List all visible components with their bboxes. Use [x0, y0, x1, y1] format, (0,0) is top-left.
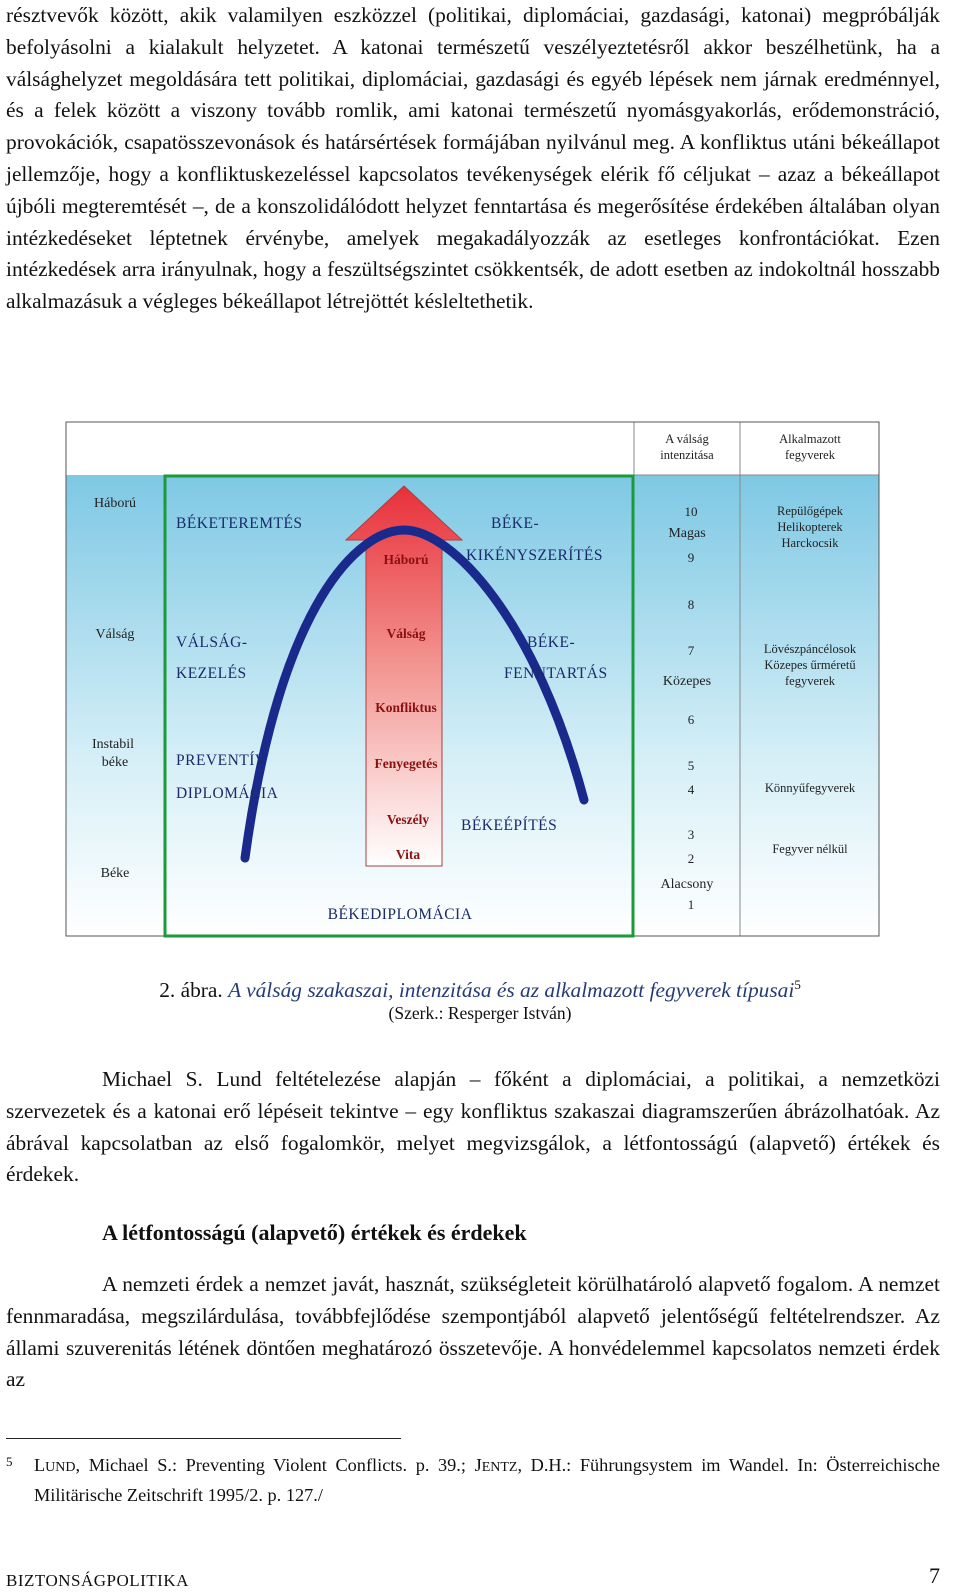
intensity-2: 2: [687, 851, 695, 866]
intensity-4: 4: [687, 782, 695, 797]
footnote-text1: , Michael S.: Preventing Violent Conflicts. p. 39.;: [75, 1455, 475, 1475]
phase-peacekeeping-l1: BÉKE-: [527, 634, 576, 651]
weapons-heavy-l1: Repülőgépek: [777, 504, 843, 518]
intensity-10: 10: [684, 504, 698, 519]
stage-conflict: Konfliktus: [375, 700, 437, 715]
intensity-1: 1: [687, 897, 695, 912]
weapons-medium-l2: Közepes űrméretű: [764, 658, 856, 672]
phase-enforcement-l1: BÉKE-: [491, 515, 540, 532]
intensity-5: 5: [687, 758, 695, 773]
footer-journal: BIZTONSÁGPOLITIKA: [6, 1571, 189, 1590]
intensity-8: 8: [687, 597, 695, 612]
phase-crisis-mgmt-l2: KEZELÉS: [176, 665, 247, 682]
page-number: 7: [929, 1563, 940, 1588]
crisis-phases-figure: [0, 410, 960, 970]
body-paragraph-intro: résztvevők között, akik valamilyen eszközzel (politikai, diplomáciai, gazdasági, katonai) megpróbálják befolyásolni a kialakult helyzetet. A katonai természetű veszélyeztetésről akkor beszélhetünk, ha a válsághelyzet megoldására tett politikai, diplomáciai, gazdasági és egyéb lépések nem járnak eredménnyel, és a felek között a viszony tovább romlik, ami katonai természetű nyomásgyakorlás, erődemonstráció, provokációk, csapatösszevonások és határsértések formájában nyilvánul meg. A konfliktus utáni békeállapot jellemzője, hogy a konfliktuskezeléssel kapcsolatos tevékenységek elérik fő céljukat – azaz a békeállapot újbóli megteremtését –, de a konszolidálódott helyzet fenntartása és megerősítése érdekében általában olyan intézkedéseket léptetnek érvénybe, amelyek megakadályozzák az esetleges konfrontációkat. Ezen intézkedések arra irányulnak, hogy a feszültségszintet csökkentsék, de adott esetben az indokoltnál hosszabb alkalmazásuk a végleges békeállapot létrejöttét késleltethetik.: [6, 3, 940, 314]
section-heading: A létfontosságú (alapvető) értékek és érdekek: [102, 1220, 527, 1245]
weapons-medium-l3: fegyverek: [785, 674, 835, 688]
col-intensity-l1: A válság: [665, 432, 709, 446]
weapons-heavy-l3: Harckocsik: [781, 536, 839, 550]
caption-text: A válság szakaszai, intenzitása és az alkalmazott fegyverek típusai: [228, 978, 795, 1003]
figure-subcaption: (Szerk.: Resperger István): [388, 1003, 572, 1023]
weapons-none: Fegyver nélkül: [772, 842, 848, 856]
intensity-9: 9: [687, 550, 695, 565]
phase-peace-diplomacy: BÉKEDIPLOMÁCIA: [327, 906, 473, 923]
intensity-high: Magas: [668, 526, 706, 541]
intensity-7: 7: [687, 643, 695, 658]
body-paragraph-lund: Michael S. Lund feltételezése alapján – főként a diplomáciai, a politikai, a nemzetközi szervezetek és a katonai erő lépéseit tekintve – egy konfliktus szakaszai diagramszerűen ábrázolhatóak. Az ábrával kapcsolatban az első fogalomkör, melyet megvizsgálok, a létfontosságú (alapvető) értékek és érdekek.: [6, 1067, 940, 1187]
footnote-text2: , D.H.: Führungsystem im Wandel. In: Österreichische Militärische Zeitschrift 1995/2. p. 127./: [34, 1455, 940, 1505]
stage-crisis: Válság: [386, 626, 426, 641]
footnote-mark: 5: [6, 1454, 13, 1469]
crisis-diagram: [0, 410, 960, 970]
footnote-separator: [6, 1438, 401, 1439]
weapons-medium-l1: Lövészpáncélosok: [763, 642, 857, 656]
phase-preventive-l1: PREVENTÍV: [176, 752, 267, 769]
phase-crisis-mgmt-l1: VÁLSÁG-: [176, 634, 248, 651]
footnote-body: [6, 1452, 940, 1508]
stage-war: Háború: [383, 552, 429, 567]
level-peace: Béke: [100, 866, 130, 881]
phase-peacebuilding: BÉKEÉPÍTÉS: [461, 817, 558, 834]
level-crisis: Válság: [95, 627, 135, 642]
sky-background: [66, 475, 879, 936]
footnote-author1-rest: UND: [45, 1460, 76, 1475]
level-unstable-l1: Instabil: [92, 737, 134, 752]
footnote-author1-initial: L: [34, 1455, 46, 1475]
weapons-light: Könnyűfegyverek: [764, 781, 856, 795]
col-weapons-l2: fegyverek: [785, 448, 835, 462]
phase-peacekeeping-l2: FENNTARTÁS: [504, 665, 608, 682]
footnote-author2-initial: J: [474, 1455, 482, 1475]
phase-preventive-l2: DIPLOMÁCIA: [176, 785, 279, 802]
weapons-heavy-l2: Helikopterek: [777, 520, 843, 534]
col-intensity-l2: intenzitása: [660, 448, 714, 462]
body-paragraph-national-interest: A nemzeti érdek a nemzet javát, hasznát, szükségleteit körülhatároló alapvető fogalom. A nemzet fennmaradása, megszilárdulása, továbbfejlődése szempontjából alapvető jelentőségű feltételrendszer. Az állami szuverenitás létének döntően meghatározó összetevője. A honvédelemmel kapcsolatos nemzeti érdek az: [6, 1272, 940, 1392]
intensity-low: Alacsony: [660, 877, 714, 892]
stage-threat: Fenyegetés: [374, 756, 438, 771]
intensity-3: 3: [687, 827, 695, 842]
figure-caption: [0, 972, 960, 1003]
level-war: Háború: [94, 496, 136, 511]
footnote: [6, 1452, 940, 1508]
intensity-6: 6: [687, 712, 695, 727]
phase-enforcement-l2: KIKÉNYSZERÍTÉS: [466, 547, 604, 564]
caption-number: 2. ábra.: [159, 978, 223, 1003]
caption-footnote-ref[interactable]: 5: [794, 977, 801, 992]
footnote-author2-rest: ENTZ: [481, 1460, 518, 1475]
col-weapons-l1: Alkalmazott: [779, 432, 841, 446]
level-unstable-l2: béke: [101, 755, 129, 770]
phase-peacemaking: BÉKETEREMTÉS: [176, 515, 303, 532]
stage-danger: Veszély: [386, 812, 430, 827]
intensity-medium: Közepes: [662, 674, 712, 689]
stage-dispute: Vita: [395, 847, 421, 862]
